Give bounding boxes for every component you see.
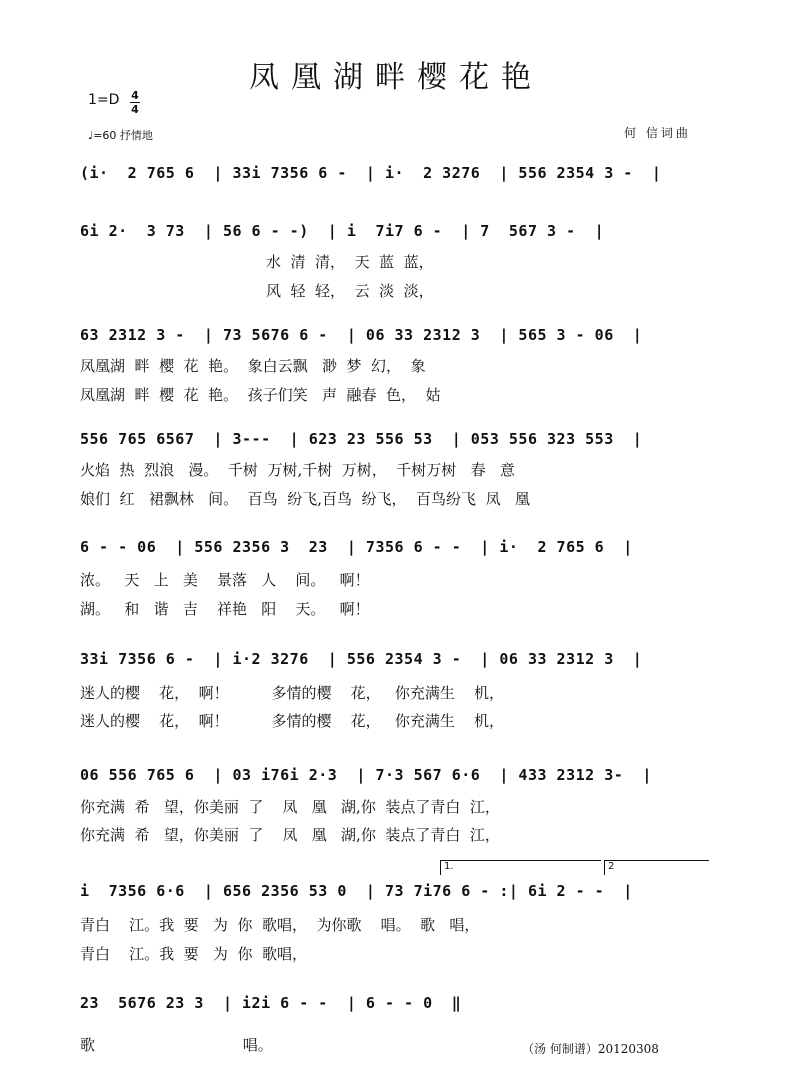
time-signature-bottom: 4 — [131, 103, 139, 116]
lyric-line: 歌 唱。 — [80, 1036, 273, 1054]
lyric-line: 风 轻 轻， 云 淡 淡， — [80, 282, 434, 300]
first-ending-label: 1. — [444, 861, 454, 872]
lyric-line: 青白 江。我 要 为 你 歌唱， 为你歌 唱。 歌 唱， — [80, 916, 480, 934]
song-title: 凤凰湖畔樱花艳 — [249, 60, 543, 95]
time-signature-top: 4 — [131, 89, 139, 102]
time-signature — [130, 90, 140, 115]
notation-row: 63 2312 3 - | 73 5676 6 - | 06 33 2312 3 | 565 3 - 06 | — [80, 326, 643, 344]
second-ending-label: 2 — [608, 861, 615, 872]
lyric-line: 水 清 清， 天 蓝 蓝， — [80, 253, 434, 271]
notation-row: 556 765 6567 | 3--- | 623 23 556 53 | 053 556 323 553 | — [80, 430, 643, 448]
second-ending-bracket — [604, 860, 709, 875]
notation-row: (i· 2 765 6 | 33i 7356 6 - | i· 2 3276 | 556 2354 3 - | — [80, 164, 662, 182]
lyric-line: 迷人的樱 花， 啊！ 多情的樱 花， 你充满生 机， — [80, 712, 504, 730]
lyric-line: 凤凰湖 畔 樱 花 艳。 孩子们笑 声 融春 色， 姑 — [80, 386, 441, 404]
lyric-line: 凤凰湖 畔 樱 花 艳。 象白云飘 渺 梦 幻， 象 — [80, 357, 426, 375]
key-signature: 1=D — [88, 92, 120, 108]
arranger-footer: （汤 何制谱）20120308 — [522, 1042, 659, 1056]
tempo-marking: ♩=60 抒情地 — [88, 129, 153, 142]
notation-row: 23 5676 23 3 | i2i 6 - - | 6 - - 0 ‖ — [80, 994, 462, 1012]
lyric-line: 青白 江。我 要 为 你 歌唱， — [80, 945, 307, 963]
lyric-line: 浓。 天 上 美 景落 人 间。 啊！ — [80, 571, 370, 589]
first-ending-bracket — [440, 860, 601, 875]
lyric-line: 火焰 热 烈浪 漫。 千树 万树,千树 万树， 千树万树 春 意 — [80, 461, 515, 479]
lyric-line: 你充满 希 望，你美丽 了 凤 凰 湖,你 装点了青白 江， — [80, 826, 500, 844]
lyric-line: 娘们 红 裙飘林 间。 百鸟 纷飞,百鸟 纷飞， 百鸟纷飞 凤 凰 — [80, 490, 530, 508]
notation-row: i 7356 6·6 | 656 2356 53 0 | 73 7i76 6 - :| 6i 2 - - | — [80, 882, 633, 900]
lyric-line: 你充满 希 望，你美丽 了 凤 凰 湖,你 装点了青白 江， — [80, 798, 500, 816]
composer-credit: 何 信词曲 — [624, 126, 691, 140]
notation-row: 6 - - 06 | 556 2356 3 23 | 7356 6 - - | i· 2 765 6 | — [80, 538, 633, 556]
lyric-line: 迷人的樱 花， 啊！ 多情的樱 花， 你充满生 机， — [80, 684, 504, 702]
lyric-line: 湖。 和 谐 吉 祥艳 阳 天。 啊！ — [80, 600, 370, 618]
notation-row: 06 556 765 6 | 03 i76i 2·3 | 7·3 567 6·6 | 433 2312 3- | — [80, 766, 652, 784]
notation-row: 6i 2· 3 73 | 56 6 - -) | i 7i7 6 - | 7 567 3 - | — [80, 222, 605, 240]
notation-row: 33i 7356 6 - | i·2 3276 | 556 2354 3 - | 06 33 2312 3 | — [80, 650, 643, 668]
